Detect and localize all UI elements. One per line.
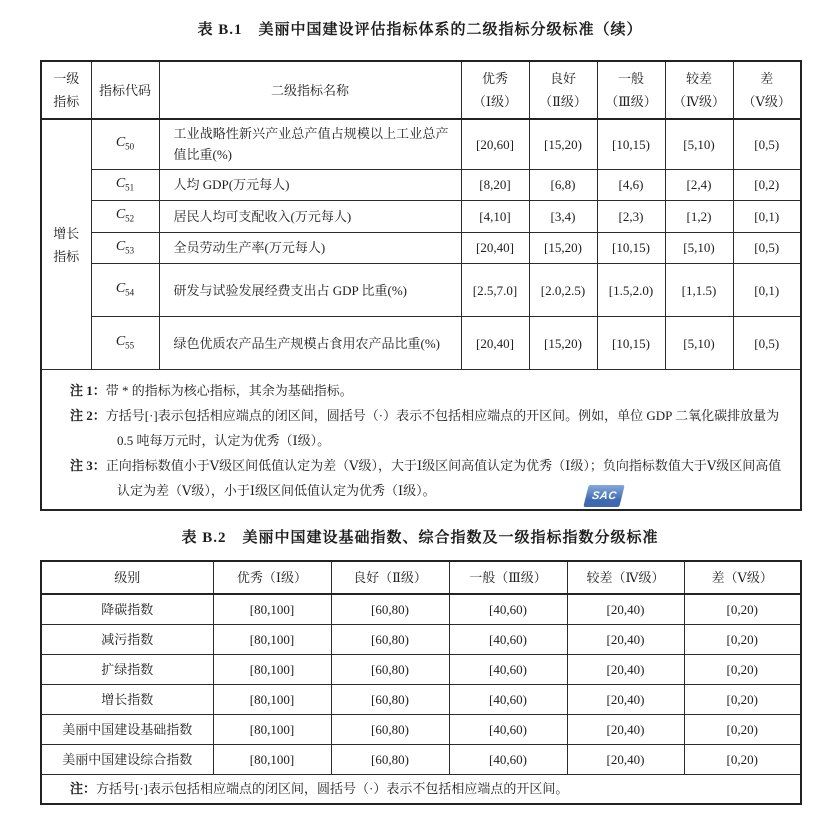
- index-label: 增长指数: [41, 684, 213, 714]
- table-row: [41, 774, 801, 804]
- b1-header-level1-line2: 指标: [53, 94, 80, 109]
- b1-header-grade-3: [597, 61, 665, 119]
- code-letter: C: [115, 238, 126, 254]
- interval-cell: [2,3): [597, 201, 665, 233]
- table-row: [41, 232, 801, 264]
- interval-cell: [20,40]: [461, 232, 529, 264]
- b1-header-grade-1: [461, 61, 529, 119]
- indicator-code: [91, 317, 159, 370]
- interval-cell: [40,60): [449, 744, 567, 774]
- table-row: [41, 264, 801, 317]
- interval-cell: [4,6): [597, 169, 665, 201]
- indicator-code: [91, 201, 159, 233]
- indicator-name: 人均 GDP(万元每人): [159, 169, 461, 201]
- interval-cell: [80,100]: [213, 594, 331, 624]
- b1-header-grade-4: [665, 61, 733, 119]
- interval-cell: [40,60): [449, 684, 567, 714]
- note-label: 注 2：: [70, 408, 106, 424]
- code-letter: C: [115, 280, 126, 296]
- interval-cell: [80,100]: [213, 714, 331, 744]
- interval-cell: [20,60]: [461, 119, 529, 169]
- interval-cell: [5,10): [665, 119, 733, 169]
- interval-cell: [0,2): [733, 169, 801, 201]
- table-row: [41, 624, 801, 654]
- interval-cell: [80,100]: [213, 744, 331, 774]
- table-row: [41, 317, 801, 370]
- b1-header-grade-2: [529, 61, 597, 119]
- interval-cell: [0,20): [684, 654, 801, 684]
- indicator-code: [91, 264, 159, 317]
- interval-cell: [0,5): [733, 119, 801, 169]
- interval-cell: [0,20): [684, 744, 801, 774]
- b2-header-grade-1: 优秀（Ⅰ级）: [213, 561, 331, 594]
- index-label: 美丽中国建设基础指数: [41, 714, 213, 744]
- code-letter: C: [115, 134, 126, 150]
- table-row: [41, 119, 801, 169]
- indicator-name: 绿色优质农产品生产规模占食用农产品比重(%): [159, 317, 461, 370]
- grade-name: 优秀: [481, 71, 508, 86]
- note-text: 方括号[·]表示包括相应端点的闭区间，圆括号（·）表示不包括相应端点的开区间。: [96, 780, 569, 796]
- interval-cell: [10,15): [597, 232, 665, 264]
- b1-header-level1: [41, 61, 91, 119]
- indicator-code: [91, 232, 159, 264]
- note-label: 注 1：: [70, 383, 106, 399]
- interval-cell: [3,4): [529, 201, 597, 233]
- level1-group-line1: 增长: [53, 225, 80, 241]
- table-row: [41, 714, 801, 744]
- indicator-name: 全员劳动生产率(万元每人): [159, 232, 461, 264]
- interval-cell: [80,100]: [213, 684, 331, 714]
- interval-cell: [0,20): [684, 684, 801, 714]
- index-label: 降碳指数: [41, 594, 213, 624]
- interval-cell: [1,2): [665, 201, 733, 233]
- interval-cell: [1.5,2.0): [597, 264, 665, 317]
- interval-cell: [2,4): [665, 169, 733, 201]
- b1-header-code: 指标代码: [91, 61, 159, 119]
- interval-cell: [1,1.5): [665, 264, 733, 317]
- code-subscript: 54: [125, 287, 135, 298]
- interval-cell: [0,1): [733, 264, 801, 317]
- interval-cell: [0,1): [733, 201, 801, 233]
- interval-cell: [6,8): [529, 169, 597, 201]
- code-subscript: 51: [125, 182, 135, 193]
- table-row: [41, 684, 801, 714]
- b1-level1-group-cell: [41, 119, 91, 370]
- interval-cell: [80,100]: [213, 624, 331, 654]
- interval-cell: [40,60): [449, 594, 567, 624]
- interval-cell: [80,100]: [213, 654, 331, 684]
- indicator-name: 居民人均可支配收入(万元每人): [159, 201, 461, 233]
- table-b2-title: 表 B.2 美丽中国建设基础指数、综合指数及一级指标指数分级标准: [181, 530, 659, 546]
- code-letter: C: [115, 333, 126, 349]
- interval-cell: [60,80): [331, 714, 449, 744]
- b2-header-grade-3: 一般（Ⅲ级）: [449, 561, 567, 594]
- code-letter: C: [115, 207, 126, 223]
- note-2: [70, 403, 784, 453]
- interval-cell: [20,40]: [461, 317, 529, 370]
- note-text: 方括号[·]表示包括相应端点的闭区间，圆括号（·）表示不包括相应端点的开区间。例如，单位 GDP 二氧化碳排放量为 0.5 吨每万元时，认定为优秀（Ⅰ级）。: [105, 408, 780, 449]
- note-1: [70, 378, 784, 403]
- b1-header-level1-line1: 一级: [53, 71, 80, 86]
- interval-cell: [20,40): [567, 684, 684, 714]
- interval-cell: [0,5): [733, 232, 801, 264]
- interval-cell: [15,20): [529, 119, 597, 169]
- table-row: [41, 370, 801, 511]
- table-b2: [40, 560, 802, 805]
- table-row: [41, 201, 801, 233]
- interval-cell: [40,60): [449, 654, 567, 684]
- b2-header-level: 级别: [41, 561, 213, 594]
- interval-cell: [60,80): [331, 594, 449, 624]
- code-subscript: 53: [125, 245, 135, 256]
- level1-group-line2: 指标: [53, 248, 80, 264]
- b2-note-cell: [41, 774, 801, 804]
- interval-cell: [60,80): [331, 654, 449, 684]
- interval-cell: [5,10): [665, 232, 733, 264]
- table-row: [41, 169, 801, 201]
- interval-cell: [4,10]: [461, 201, 529, 233]
- table-b1-title: 表 B.1 美丽中国建设评估指标体系的二级指标分级标准（续）: [197, 22, 643, 38]
- grade-name: 差: [760, 71, 774, 86]
- interval-cell: [8,20]: [461, 169, 529, 201]
- interval-cell: [0,5): [733, 317, 801, 370]
- interval-cell: [2.5,7.0]: [461, 264, 529, 317]
- b1-header-name: 二级指标名称: [159, 61, 461, 119]
- interval-cell: [10,15): [597, 317, 665, 370]
- grade-name: 较差: [685, 71, 712, 86]
- interval-cell: [5,10): [665, 317, 733, 370]
- grade-level: （Ⅴ级）: [742, 94, 791, 109]
- b2-header-grade-2: 良好（Ⅱ级）: [331, 561, 449, 594]
- grade-level: （Ⅲ级）: [605, 94, 657, 109]
- interval-cell: [20,40): [567, 654, 684, 684]
- interval-cell: [20,40): [567, 594, 684, 624]
- interval-cell: [20,40): [567, 744, 684, 774]
- index-label: 扩绿指数: [41, 654, 213, 684]
- indicator-code: [91, 169, 159, 201]
- interval-cell: [15,20): [529, 317, 597, 370]
- code-subscript: 55: [125, 340, 135, 351]
- note-3: [70, 453, 784, 503]
- note-label: 注：: [70, 780, 97, 796]
- interval-cell: [0,20): [684, 624, 801, 654]
- grade-level: （Ⅱ级）: [539, 94, 587, 109]
- interval-cell: [2.0,2.5): [529, 264, 597, 317]
- table-row: [41, 744, 801, 774]
- note-text: 正向指标数值小于Ⅴ级区间低值认定为差（Ⅴ级），大于Ⅰ级区间高值认定为优秀（Ⅰ级）；负向指标数值大于Ⅴ级区间高值认定为差（Ⅴ级），小于Ⅰ级区间低值认定为优秀（Ⅰ级）。: [105, 458, 782, 499]
- interval-cell: [40,60): [449, 624, 567, 654]
- b2-header-grade-4: 较差（Ⅳ级）: [567, 561, 684, 594]
- index-label: 美丽中国建设综合指数: [41, 744, 213, 774]
- interval-cell: [60,80): [331, 684, 449, 714]
- note-label: 注 3：: [70, 458, 106, 474]
- index-label: 减污指数: [41, 624, 213, 654]
- interval-cell: [60,80): [331, 744, 449, 774]
- interval-cell: [10,15): [597, 119, 665, 169]
- code-subscript: 50: [125, 141, 135, 152]
- code-letter: C: [115, 175, 126, 191]
- grade-level: （Ⅳ级）: [673, 94, 725, 109]
- grade-name: 一般: [617, 71, 644, 86]
- sac-logo-watermark: [583, 485, 624, 507]
- interval-cell: [0,20): [684, 594, 801, 624]
- sac-logo-text: SAC: [590, 490, 618, 502]
- note-text: 带 * 的指标为核心指标，其余为基础指标。: [105, 383, 353, 399]
- table-row: [41, 594, 801, 624]
- table-b1: [40, 60, 802, 511]
- interval-cell: [40,60): [449, 714, 567, 744]
- interval-cell: [60,80): [331, 624, 449, 654]
- code-subscript: 52: [125, 213, 135, 224]
- b1-notes-cell: [41, 370, 801, 511]
- table-row: [41, 654, 801, 684]
- interval-cell: [20,40): [567, 714, 684, 744]
- grade-level: （Ⅰ级）: [472, 94, 518, 109]
- b1-header-grade-5: [733, 61, 801, 119]
- b2-header-grade-5: 差（Ⅴ级）: [684, 561, 801, 594]
- indicator-name: 工业战略性新兴产业总产值占规模以上工业总产值比重(%): [159, 119, 461, 169]
- grade-name: 良好: [549, 71, 576, 86]
- indicator-name: 研发与试验发展经费支出占 GDP 比重(%): [159, 264, 461, 317]
- interval-cell: [15,20): [529, 232, 597, 264]
- indicator-code: [91, 119, 159, 169]
- interval-cell: [0,20): [684, 714, 801, 744]
- interval-cell: [20,40): [567, 624, 684, 654]
